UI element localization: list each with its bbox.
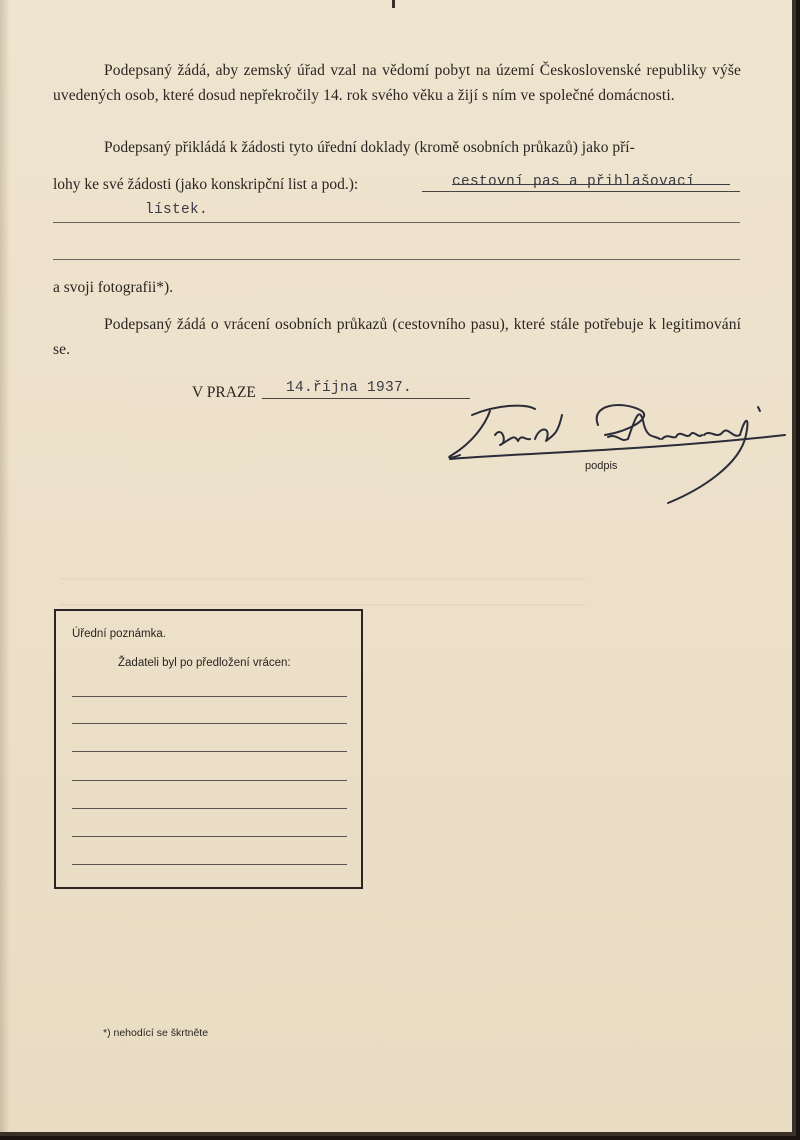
footnote: *) nehodící se škrtněte [103,1027,209,1039]
page-edge-shadow [0,0,10,1132]
paragraph-attachments-line1: Podepsaný přikládá k žádosti tyto úřední doklady (kromě osobních průkazů) jako pří- [104,139,635,156]
official-note-line-4 [72,780,347,781]
official-note-box [54,609,363,889]
fold-mark [392,0,395,8]
official-note-title: Úřední poznámka. [72,628,166,640]
attachments-fill-line-3 [53,259,740,260]
signature-caption: podpis [585,460,618,472]
date-fill-line [262,398,470,399]
official-note-line-3 [72,751,347,752]
attachments-typed-text-1: cestovní pas a přihlašovací [452,174,696,190]
attachments-fill-line-2 [53,222,740,223]
handwritten-signature [440,395,790,510]
official-note-line-6 [72,836,347,837]
photo-line: a svoji fotografii*). [53,279,174,296]
bleed-through-text: ───────────────────────────────────────────────────── [60,572,586,587]
paragraph-attachments-line2: lohy ke své žádosti (jako konskripční list a pod.): [53,176,359,193]
bleed-through-text: ───────────────────────────────────────────────────── [60,598,586,613]
attachments-fill-line-1 [422,191,740,192]
official-note-line-5 [72,808,347,809]
official-note-subtitle: Žadateli byl po předložení vrácen: [118,657,291,669]
official-note-line-7 [72,864,347,865]
place-label: V PRAZE [192,384,256,401]
typed-strikethrough [452,184,730,185]
paragraph-return-documents: Podepsaný žádá o vrácení osobních průkazů (cestovního pasu), které stále potřebuje k legitimování se. [53,316,741,358]
official-note-line-1 [72,696,347,697]
official-note-line-2 [72,723,347,724]
date-typed-text: 14.října 1937. [286,380,413,396]
paragraph-residence-request: Podepsaný žádá, aby zemský úřad vzal na vědomí pobyt na území Československé republiky výše uvedených osob, které dosud nepřekročily 14. rok svého věku a žijí s ním ve společné domácnosti. [53,62,741,104]
attachments-typed-text-2: lístek. [145,202,209,218]
